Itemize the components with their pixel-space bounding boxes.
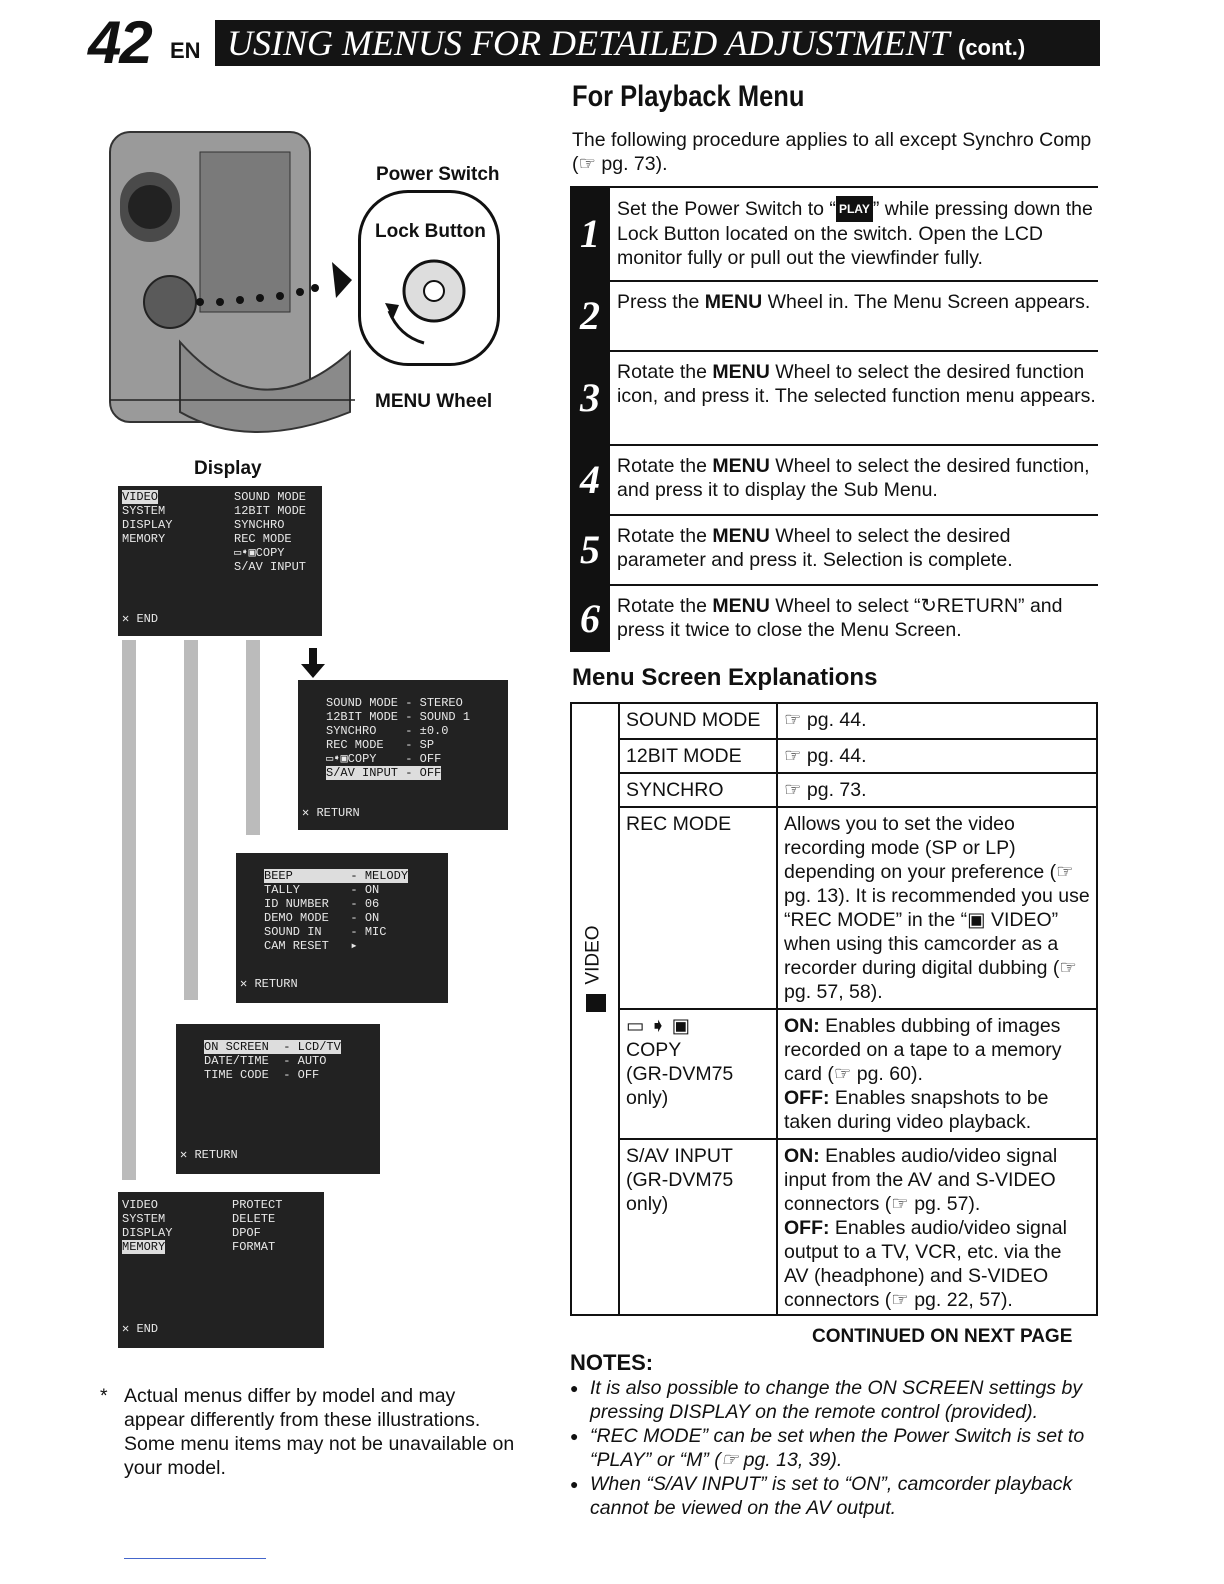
menu-end: ✕ END [122, 1322, 159, 1336]
menu-item: PROTECT [232, 1198, 283, 1212]
screen-line: TALLY - ON [264, 883, 380, 897]
menu-item: FORMAT [232, 1240, 276, 1254]
step-number: 2 [570, 282, 610, 350]
footnote: * Actual menus differ by model and may appear differently from these illustrations. Some menu items may not be unavailable on your model. [100, 1385, 515, 1479]
power-switch-label: Power Switch [376, 164, 500, 185]
step-number: 3 [570, 352, 610, 444]
screen-line: SOUND IN - MIC [264, 925, 387, 939]
step-text: Set the Power Switch to “ PLAY ” while pressing down the Lock Button located on the switch. Open the LCD monitor fully or pull out the viewfinder fully. [617, 198, 1093, 269]
power-dial-icon [379, 251, 479, 351]
screen-return: ✕ RETURN [180, 1148, 238, 1162]
step-text: Rotate the MENU Wheel to select the desired parameter and press it. Selection is complete. [617, 525, 1013, 571]
section-title: For Playback Menu [572, 80, 805, 113]
table-cell: REC MODE [626, 813, 732, 835]
step-text: Rotate the MENU Wheel to select “↻RETURN” and press it twice to close the Menu Screen. [617, 595, 1063, 641]
screen-line: 12BIT MODE - SOUND 1 [326, 710, 471, 724]
table-row [618, 1010, 1096, 1140]
bottom-rule [124, 1558, 266, 1559]
video-submenu-screen [298, 680, 508, 830]
continued-label: CONTINUED ON NEXT PAGE [812, 1326, 1073, 1347]
category-column [572, 704, 620, 1314]
table-cell: SOUND MODE [626, 709, 761, 731]
explanations-title: Menu Screen Explanations [572, 664, 878, 691]
system-submenu-screen [236, 853, 448, 1003]
memory-menu-screen [118, 1192, 324, 1348]
note-item: ● When “S/AV INPUT” is set to “ON”, camcorder playback cannot be viewed on the AV output. [570, 1472, 1100, 1520]
table-cell: ☞ pg. 44. [784, 709, 867, 731]
table-cell: SYNCHRO [626, 779, 724, 801]
menu-item: ▭➧▣COPY [234, 546, 285, 560]
step-4 [570, 444, 1098, 514]
flow-arrow [184, 640, 198, 1000]
table-row [618, 740, 1096, 774]
down-arrow-icon [300, 648, 326, 678]
screen-line: CAM RESET ▸ [264, 939, 358, 953]
step-5 [570, 514, 1098, 584]
menu-tab-video: VIDEO [122, 1198, 159, 1212]
video-icon [586, 994, 606, 1012]
section-intro: The following procedure applies to all except Synchro Comp (☞ pg. 73). [572, 129, 1092, 175]
play-icon: PLAY [836, 196, 873, 222]
footnote-text: Actual menus differ by model and may appear differently from these illustrations. Some menu items may not be unavailable on your model. [124, 1385, 515, 1479]
header-cont: (cont.) [958, 35, 1026, 60]
step-text: Rotate the MENU Wheel to select the desired function, and press it to display the Sub Menu. [617, 455, 1090, 501]
screen-line: ID NUMBER - 06 [264, 897, 380, 911]
screen-line: S/AV INPUT - OFF [326, 766, 442, 780]
screen-line: ON SCREEN - LCD/TV [204, 1040, 341, 1054]
menu-tab-memory: MEMORY [122, 1240, 166, 1254]
step-text: Rotate the MENU Wheel to select the desired function icon, and press it. The selected function menu appears. [617, 361, 1096, 407]
menu-item: REC MODE [234, 532, 292, 546]
category-label: VIDEO [583, 925, 604, 985]
menu-wheel-label: MENU Wheel [375, 391, 493, 412]
step-3 [570, 350, 1098, 444]
screen-line: TIME CODE - OFF [204, 1068, 320, 1082]
lock-button-callout [358, 190, 500, 366]
menu-tab-system: SYSTEM [122, 504, 166, 518]
screen-return: ✕ RETURN [302, 806, 360, 820]
table-cell: S/AV INPUT (GR-DVM75 only) [626, 1145, 734, 1215]
menu-item: DPOF [232, 1226, 261, 1240]
table-cell: ON: Enables audio/video signal input from the AV and S-VIDEO connectors (☞ pg. 57). OFF: Enables audio/video signal output to a TV, VCR, etc. via the AV (headphone) and S-VIDEO connectors (☞ pg. 22, 57). [784, 1145, 1067, 1311]
page-language: EN [170, 38, 201, 63]
header-title: USING MENUS FOR DETAILED ADJUSTMENT [227, 23, 949, 63]
step-6 [570, 584, 1098, 652]
step-2 [570, 280, 1098, 350]
header-banner [215, 20, 1100, 66]
screen-line: SYNCHRO - ±0.0 [326, 724, 449, 738]
table-cell: ON: Enables dubbing of images recorded on a tape to a memory card (☞ pg. 60). OFF: Enables snapshots to be taken during video playback. [784, 1015, 1062, 1133]
table-row [618, 1140, 1096, 1314]
step-text: Press the MENU Wheel in. The Menu Screen appears. [617, 291, 1091, 313]
menu-tab-video: VIDEO [122, 490, 159, 504]
lock-button-label: Lock Button [375, 221, 486, 242]
table-row [618, 808, 1096, 1010]
table-cell: Allows you to set the video recording mode (SP or LP) depending on your preference (☞ pg. 13). It is recommended you use “REC MODE” in the “▣ VIDEO” when using this camcorder as a recorder during digital dubbing (☞ pg. 57, 58). [784, 813, 1090, 1003]
screen-line: SOUND MODE - STEREO [326, 696, 463, 710]
menu-item: SYNCHRO [234, 518, 285, 532]
step-number: 5 [570, 516, 610, 584]
camcorder-illustration [100, 112, 360, 442]
menu-tab-display: DISPLAY [122, 1226, 173, 1240]
menu-tab-system: SYSTEM [122, 1212, 166, 1226]
menu-item: 12BIT MODE [234, 504, 307, 518]
display-label: Display [194, 458, 262, 479]
page-number: 42 [88, 9, 151, 76]
step-1 [570, 186, 1098, 280]
menu-tab-display: DISPLAY [122, 518, 173, 532]
menu-tab-memory: MEMORY [122, 532, 166, 546]
table-cell: ▭ ➧ ▣ COPY (GR-DVM75 only) [626, 1015, 734, 1109]
screen-line: ▭➧▣COPY - OFF [326, 752, 442, 766]
flow-arrow [246, 640, 260, 835]
table-cell: ☞ pg. 44. [784, 745, 867, 767]
step-number: 1 [570, 188, 610, 280]
menu-item: SOUND MODE [234, 490, 307, 504]
note-item: ● “REC MODE” can be set when the Power Switch is set to “PLAY” or “M” (☞ pg. 13, 39). [570, 1424, 1100, 1472]
step-number: 6 [570, 586, 610, 652]
table-row [618, 774, 1096, 808]
menu-item: DELETE [232, 1212, 276, 1226]
screen-line: BEEP - MELODY [264, 869, 409, 883]
table-cell: 12BIT MODE [626, 745, 742, 767]
screen-line: DATE/TIME - AUTO [204, 1054, 327, 1068]
main-menu-screen [118, 486, 322, 636]
screen-return: ✕ RETURN [240, 977, 298, 991]
menu-item: S/AV INPUT [234, 560, 307, 574]
display-submenu-screen [176, 1024, 380, 1174]
flow-arrow [122, 640, 136, 1180]
notes-title: NOTES: [570, 1350, 654, 1375]
step-number: 4 [570, 446, 610, 514]
note-item: ● It is also possible to change the ON SCREEN settings by pressing DISPLAY on the remote control (provided). [570, 1376, 1100, 1424]
screen-line: DEMO MODE - ON [264, 911, 380, 925]
screen-line: REC MODE - SP [326, 738, 435, 752]
menu-explanations-table [570, 702, 1098, 1316]
menu-end: ✕ END [122, 612, 159, 626]
table-cell: ☞ pg. 73. [784, 779, 867, 801]
table-row [618, 704, 1096, 740]
